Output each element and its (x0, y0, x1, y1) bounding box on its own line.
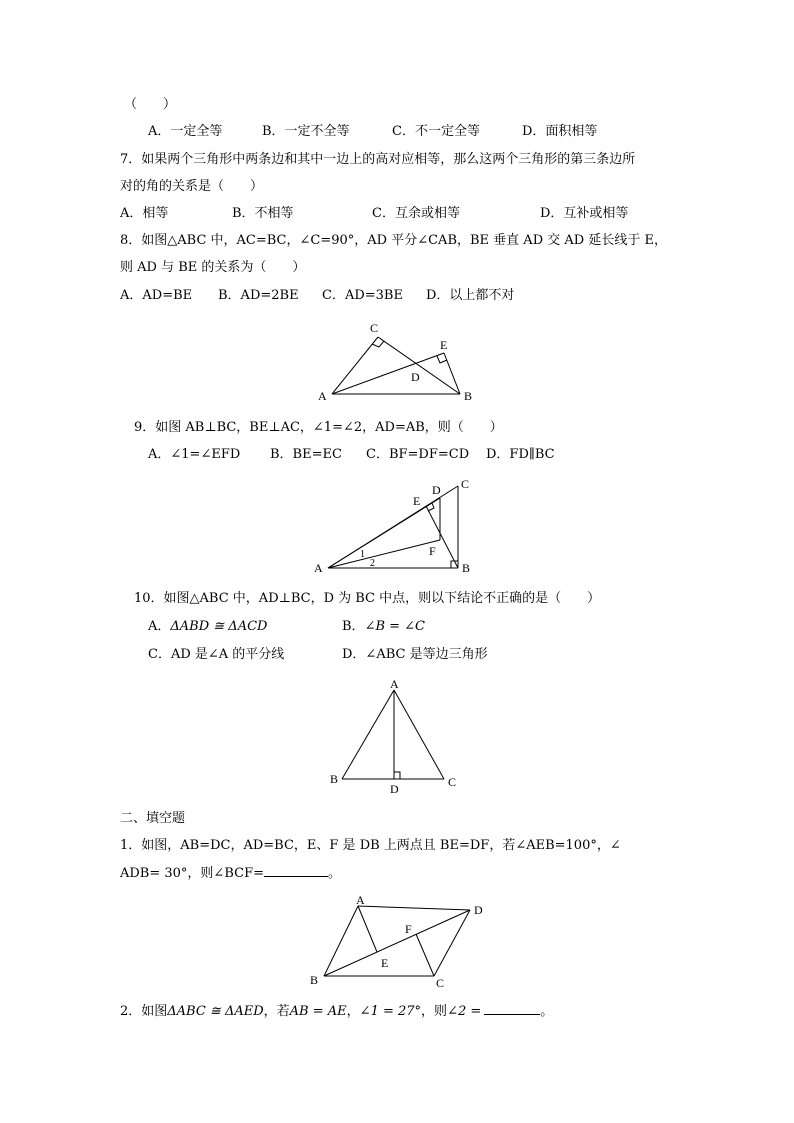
q9-option-b: B．BE=EC (270, 447, 342, 462)
q9-label-e: E (413, 494, 421, 508)
q9-option-d: D．FD∥BC (486, 447, 555, 462)
f1-figure (304, 892, 494, 992)
q9-figure (308, 474, 478, 578)
f1-line2-text: ADB= 30°，则∠BCF= (120, 866, 264, 881)
q10-label-c: C (448, 775, 457, 789)
f2-math-congruent: ΔABC ≅ ΔAED (167, 1004, 264, 1019)
f1-segment-cd (434, 910, 470, 976)
f1-line2-end: 。 (327, 866, 341, 881)
q8-label-e: E (440, 338, 448, 352)
q7-option-c: C．互余或相等 (372, 206, 460, 221)
f1-label-b: B (310, 973, 319, 987)
q9-segment-af (328, 540, 440, 568)
f2-math-ab-ae: AB = AE (289, 1004, 347, 1019)
q10-option-c: C．AD 是∠A 的平分线 (148, 647, 285, 662)
f1-label-d: D (474, 903, 483, 917)
q9-label-d: D (432, 483, 441, 497)
section-title: 二、填空题 (120, 811, 186, 826)
q10-option-d: D．∠ABC 是等边三角形 (342, 647, 488, 662)
q8-option-b: B．AD=2BE (218, 288, 299, 303)
q8-option-a: A．AD=BE (120, 288, 193, 303)
q8-stem-line1: 8．如图△ABC 中，AC=BC，∠C=90°，AD 平分∠CAB，BE 垂直 AD 交 AD 延长线于 E， (120, 233, 667, 248)
q9-label-angle1: 1 (360, 549, 365, 560)
q7-stem-line2: 对的角的关系是（ ） (120, 179, 264, 194)
f1-label-f: F (405, 922, 412, 936)
f1-segment-ab (324, 906, 358, 976)
f1-segment-bd (324, 910, 470, 976)
f1-segment-cf (416, 934, 434, 976)
f1-segment-ad (358, 906, 470, 910)
q6-bracket: （ ） (124, 97, 177, 112)
f1-stem-line2 (120, 864, 341, 883)
q10-option-b-math: ∠B = ∠C (364, 619, 426, 634)
q10-segment-ac (394, 690, 444, 779)
q9-segment-be (426, 506, 458, 568)
q9-label-c: C (461, 477, 470, 491)
q9-option-a: A．∠1=∠EFD (148, 447, 241, 462)
q7-option-b: B．不相等 (232, 206, 294, 221)
f2-text-2: ，若 (263, 1004, 290, 1019)
q9-label-f: F (429, 544, 436, 558)
f2-math-angle2: ∠2 = (447, 1004, 482, 1019)
f2-math-angle1: ∠1 = 27° (359, 1004, 422, 1019)
q10-option-a-prefix: A． (148, 619, 171, 634)
q10-right-angle-d (394, 772, 400, 779)
q8-option-d: D．以上都不对 (426, 288, 515, 303)
q8-figure (310, 318, 490, 408)
f1-label-c: C (436, 976, 445, 990)
q7-option-a: A．相等 (120, 206, 169, 221)
q10-segment-ab (342, 690, 394, 779)
f2-text-1: 2．如图 (120, 1004, 168, 1019)
f1-segment-ae (358, 906, 377, 952)
q10-option-b-prefix: B． (342, 619, 365, 634)
f2-text-3: ， (346, 1004, 360, 1019)
f2-text-end: 。 (540, 1004, 554, 1019)
q9-label-a: A (314, 561, 323, 575)
q7-option-d: D．互补或相等 (540, 206, 629, 221)
q10-option-a-math: ΔABD ≅ ΔACD (170, 619, 268, 634)
q8-label-d: D (411, 370, 420, 384)
q8-label-c: C (370, 321, 379, 335)
q6-option-c: C．不一定全等 (392, 124, 480, 139)
f1-answer-blank[interactable] (264, 864, 328, 877)
q8-label-b: B (464, 389, 473, 403)
f2-stem (120, 1002, 553, 1021)
f2-answer-blank[interactable] (484, 1002, 540, 1015)
q8-stem-line2: 则 AD 与 BE 的关系为（ ） (120, 260, 306, 275)
q9-option-c: C．BF=DF=CD (366, 447, 470, 462)
q10-label-d: D (390, 782, 399, 796)
q7-stem-line1: 7．如果两个三角形中两条边和其中一边上的高对应相等，那么这两个三角形的第三条边所 (120, 152, 636, 167)
q9-label-b: B (462, 561, 471, 575)
q8-option-c: C．AD=3BE (322, 288, 403, 303)
q10-label-b: B (330, 772, 339, 786)
q9-stem: 9．如图 AB⊥BC，BE⊥AC，∠1=∠2，AD=AB，则（ ） (134, 420, 503, 435)
q10-stem: 10．如图△ABC 中，AD⊥BC，D 为 BC 中点，则以下结论不正确的是（ ） (134, 591, 601, 606)
q6-option-a: A．一定全等 (148, 124, 223, 139)
q8-label-a: A (318, 389, 327, 403)
f2-text-4: ，则 (421, 1004, 448, 1019)
q10-option-b (342, 618, 425, 636)
q10-label-a: A (390, 677, 399, 691)
q9-label-angle2: 2 (370, 558, 375, 569)
q10-figure (326, 674, 466, 800)
q9-segment-ad (328, 498, 440, 568)
f1-label-e: E (381, 956, 389, 970)
q6-option-b: B．一定不全等 (262, 124, 350, 139)
f1-label-a: A (356, 893, 365, 907)
f1-stem-line1: 1．如图，AB=DC，AD=BC，E、F 是 DB 上两点且 BE=DF，若∠AEB=100°，∠ (120, 838, 621, 853)
q10-option-a (148, 618, 267, 636)
q8-segment-cb (378, 337, 460, 394)
q6-option-d: D．面积相等 (522, 124, 598, 139)
